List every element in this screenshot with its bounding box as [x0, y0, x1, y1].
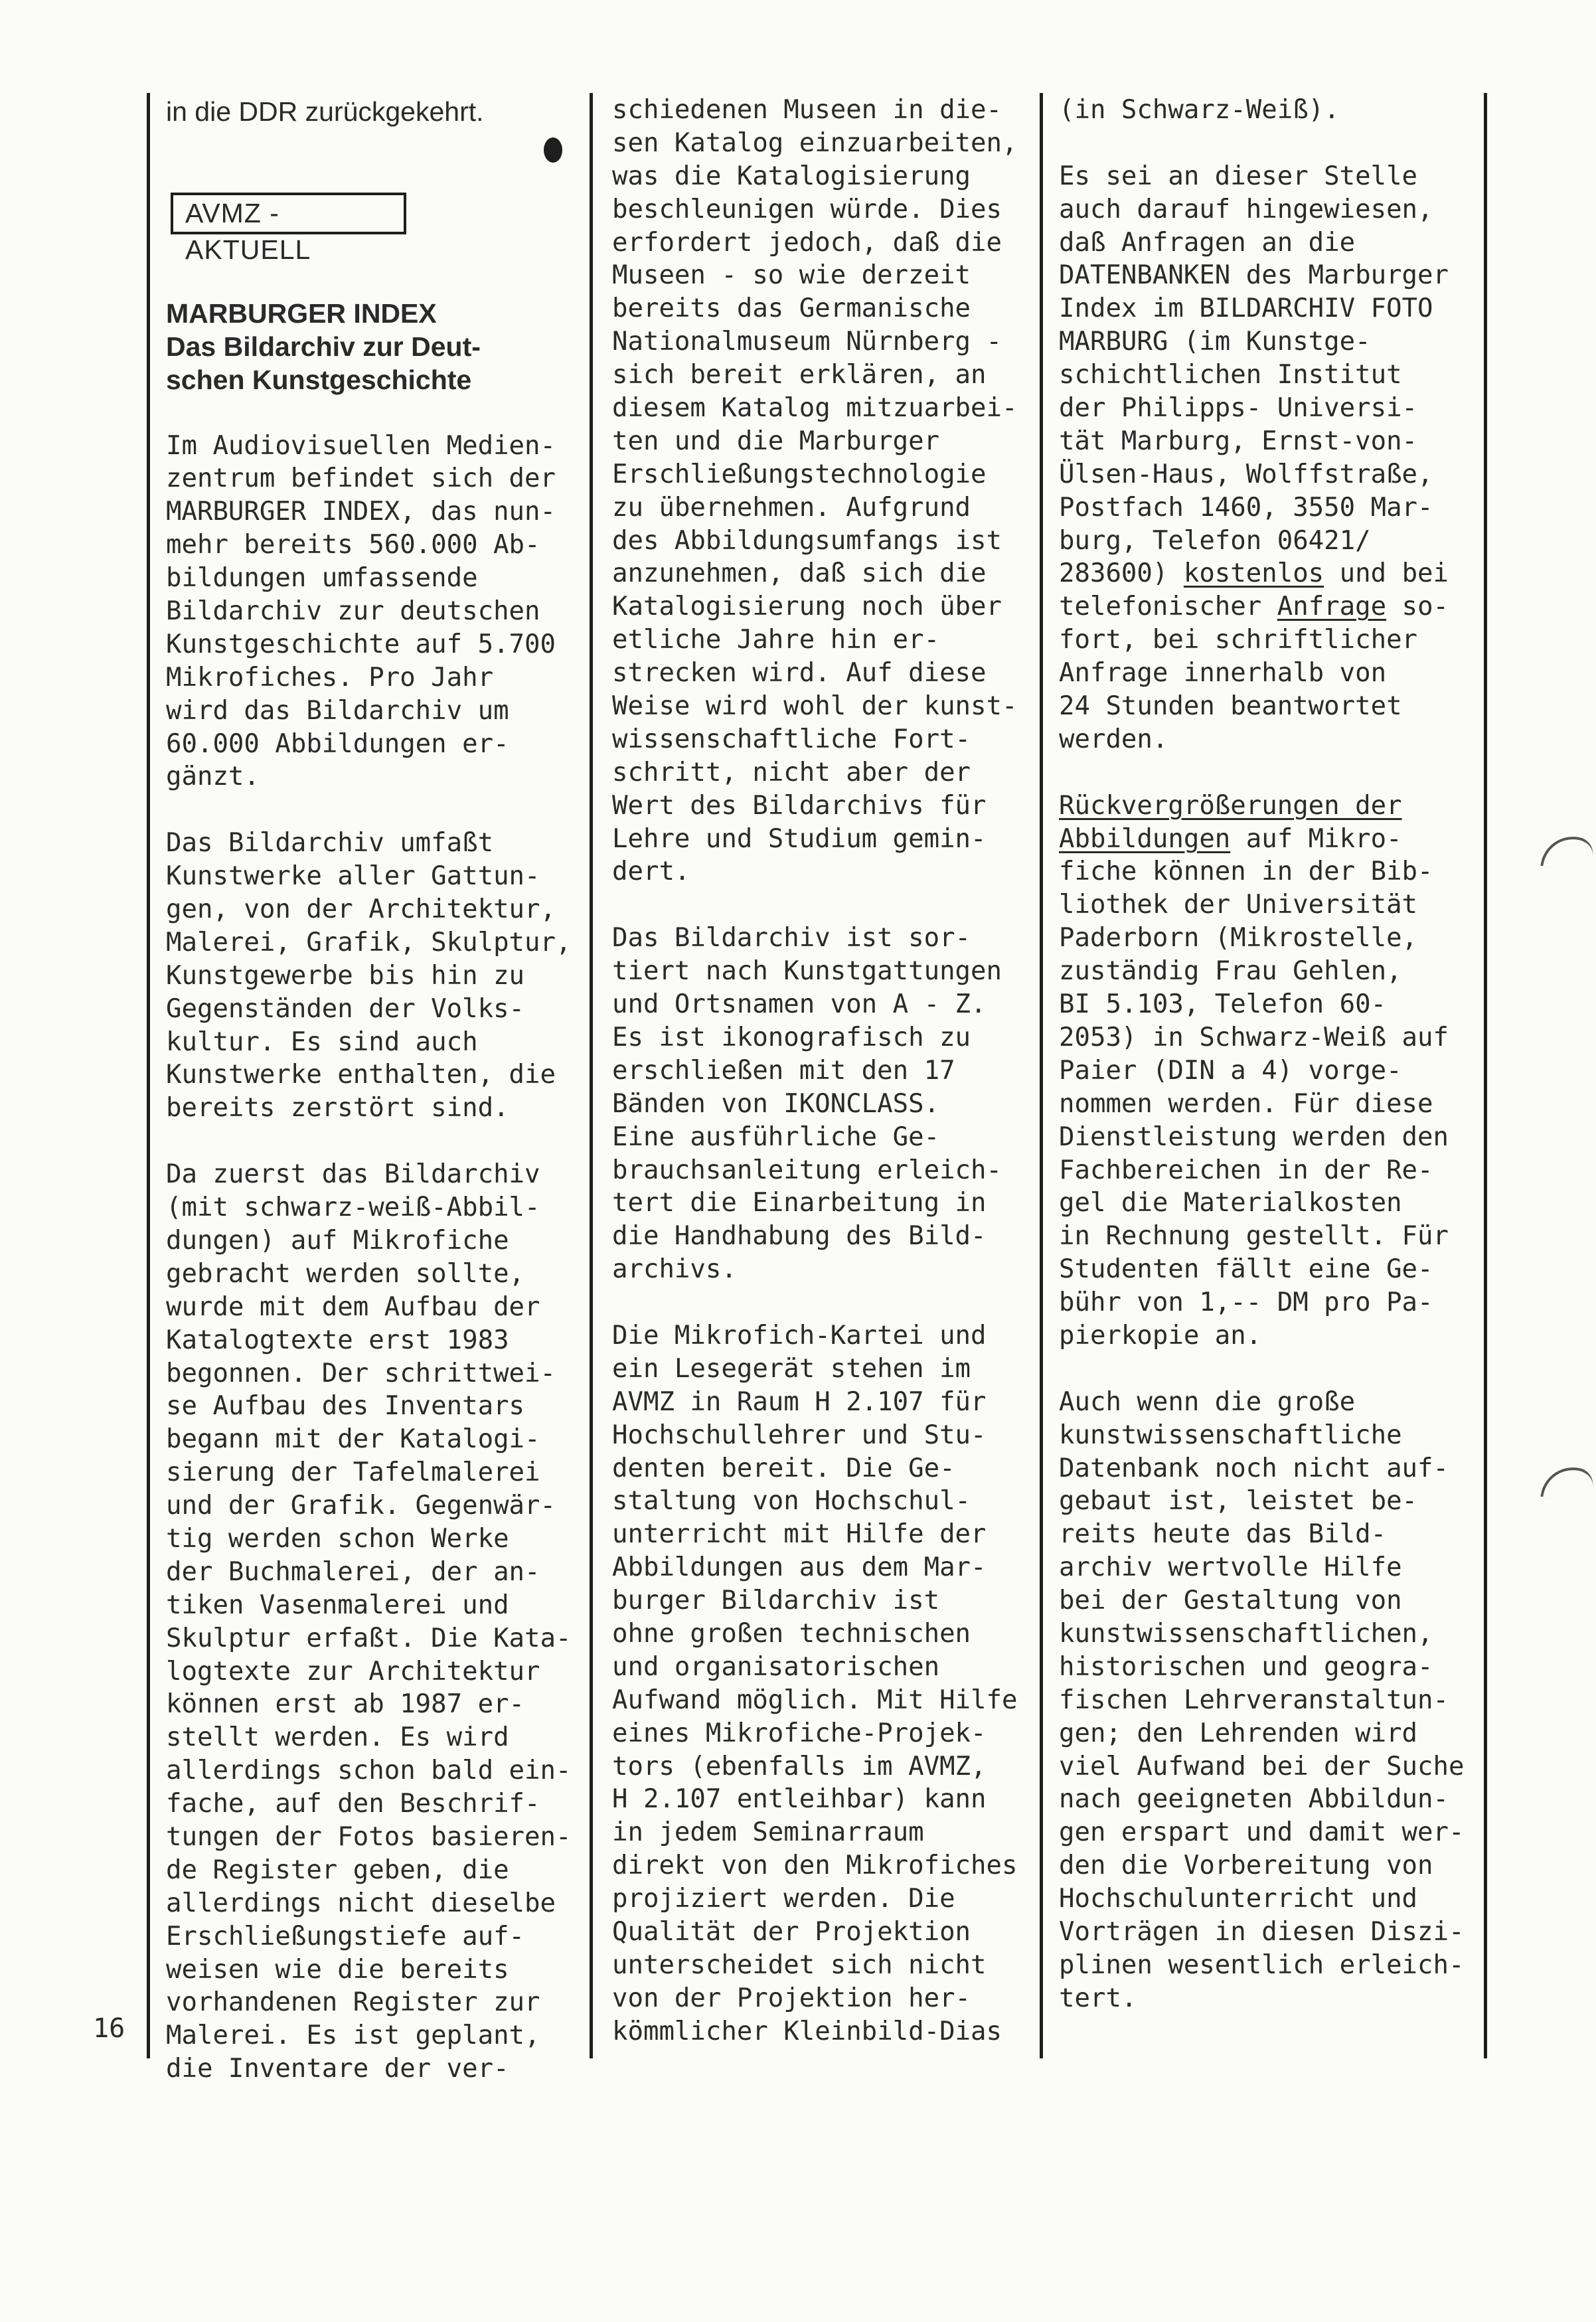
col1-line: Kunstwerke enthalten, die	[166, 1060, 556, 1090]
col1-line: Malerei, Grafik, Skulptur,	[166, 927, 572, 957]
col2-line: Nationalmuseum Nürnberg -	[612, 327, 1002, 357]
col3-line: auch darauf hingewiesen,	[1059, 194, 1433, 224]
col2-line: AVMZ in Raum H 2.107 für	[612, 1386, 987, 1417]
col1-line: bildungen umfassende	[166, 563, 478, 594]
col3-line: gen; den Lehrenden wird	[1059, 1718, 1418, 1748]
col2-paragraph	[612, 1319, 1017, 2048]
col3-line: nach geeigneten Abbildun-	[1059, 1784, 1449, 1815]
col3-line: Auch wenn die große	[1059, 1386, 1356, 1417]
col1-line: weisen wie die bereits	[166, 1954, 509, 1985]
col1-line: Bildarchiv zur deutschen	[166, 596, 540, 627]
col2-line: beschleunigen würde. Dies	[612, 194, 1002, 224]
column-rule-left	[147, 93, 150, 2058]
col3-line: gel die Materialkosten	[1059, 1188, 1402, 1218]
col2-line: Die Mikrofich-Kartei und	[612, 1320, 987, 1351]
col3-line: Index im BILDARCHIV FOTO	[1059, 293, 1433, 324]
col2-line: burger Bildarchiv ist	[612, 1586, 940, 1616]
article-title-line: MARBURGER INDEX	[166, 297, 437, 329]
col2-line: Abbildungen aus dem Mar-	[612, 1552, 987, 1583]
col3-line: archiv wertvolle Hilfe	[1059, 1552, 1402, 1583]
col1-line: Das Bildarchiv umfaßt	[166, 828, 494, 859]
col3-line: pierkopie an.	[1059, 1320, 1262, 1351]
col1-paragraph	[166, 827, 571, 1125]
col2-line: des Abbildungsumfangs ist	[612, 525, 1002, 556]
col2-line: Museen - so wie derzeit	[612, 260, 971, 291]
col3-paragraph	[1059, 789, 1464, 1353]
col1-line: vorhandenen Register zur	[166, 1987, 540, 2018]
col2-line: ten und die Marburger	[612, 426, 940, 456]
col3-line: historischen und geogra-	[1059, 1651, 1433, 1682]
col1-intro-line: in die DDR zurückgekehrt.	[166, 96, 484, 127]
col3-line: Rückvergrößerungen der	[1059, 790, 1402, 821]
col2-line: denten bereit. Die Ge-	[612, 1453, 955, 1483]
col1-line: Malerei. Es ist geplant,	[166, 2021, 540, 2051]
col1-line: Erschließungstiefe auf-	[166, 1921, 525, 1951]
col3-line: Ülsen-Haus, Wolffstraße,	[1059, 459, 1433, 489]
col1-line: tungen der Fotos basieren-	[166, 1821, 572, 1852]
col3-line: tät Marburg, Ernst-von-	[1059, 426, 1418, 456]
col3-line: viel Aufwand bei der Suche	[1059, 1751, 1465, 1782]
col2-line: schiedenen Museen in die-	[612, 95, 1002, 125]
col3-line: fischen Lehrveranstaltun-	[1059, 1685, 1449, 1715]
col3-line: 2053) in Schwarz-Weiß auf	[1059, 1022, 1449, 1052]
col2-line: ohne großen technischen	[612, 1618, 971, 1649]
col2-line: zu übernehmen. Aufgrund	[612, 492, 971, 523]
col3-line: plinen wesentlich erleich-	[1059, 1949, 1465, 1980]
section-heading: AVMZ - AKTUELL	[171, 193, 406, 234]
col3-line: schichtlichen Institut	[1059, 360, 1402, 390]
col2-line: Bänden von IKONCLASS.	[612, 1088, 940, 1119]
col1-line: 60.000 Abbildungen er-	[166, 728, 509, 759]
col2-paragraph	[612, 922, 1017, 1286]
col3-paragraph	[1059, 1386, 1464, 2015]
col3-line: Abbildungen auf Mikro-	[1059, 823, 1402, 854]
col3-line: Paier (DIN a 4) vorge-	[1059, 1055, 1402, 1086]
col3-line: der Philipps- Universi-	[1059, 393, 1418, 424]
col1-line: Kunstwerke aller Gattun-	[166, 861, 540, 892]
col2-line: staltung von Hochschul-	[612, 1486, 971, 1517]
col3-line: reits heute das Bild-	[1059, 1519, 1387, 1550]
col1-line: können erst ab 1987 er-	[166, 1689, 525, 1720]
col2-line: strecken wird. Auf diese	[612, 658, 987, 689]
column-rule-right	[1484, 93, 1487, 2058]
col1-line: logtexte zur Architektur	[166, 1656, 540, 1687]
col2-line: diesem Katalog mitzuarbei-	[612, 393, 1018, 424]
col1-line: zentrum befindet sich der	[166, 463, 556, 494]
binder-hole-top	[1540, 831, 1596, 876]
col2-line: archivs.	[612, 1254, 737, 1285]
col1-line: allerdings schon bald ein-	[166, 1756, 572, 1786]
col1-line: und der Grafik. Gegenwär-	[166, 1491, 556, 1521]
col1-line: sierung der Tafelmalerei	[166, 1457, 540, 1488]
col1-line: begann mit der Katalogi-	[166, 1424, 540, 1455]
col3-line: fiche können in der Bib-	[1059, 857, 1433, 887]
col3-line: BI 5.103, Telefon 60-	[1059, 989, 1387, 1020]
col1-line: wird das Bildarchiv um	[166, 695, 509, 726]
col3-line: tert.	[1059, 1983, 1137, 2013]
col2-line: Das Bildarchiv ist sor-	[612, 923, 971, 954]
col3-line: Es sei an dieser Stelle	[1059, 161, 1418, 191]
col2-line: direkt von den Mikrofiches	[612, 1851, 1018, 1881]
col3-line: kunstwissenschaftlichen,	[1059, 1618, 1433, 1649]
col3-line: gen erspart und damit wer-	[1059, 1817, 1465, 1848]
col1-line: Mikrofiches. Pro Jahr	[166, 662, 494, 693]
col3-line: nommen werden. Für diese	[1059, 1088, 1433, 1119]
col1-line: allerdings nicht dieselbe	[166, 1888, 556, 1918]
col3-line: bühr von 1,-- DM pro Pa-	[1059, 1287, 1433, 1318]
col2-line: kömmlicher Kleinbild-Dias	[612, 2016, 1002, 2046]
col3-paragraph	[1059, 94, 1464, 127]
col3-paragraph	[1059, 160, 1464, 756]
col2-line: anzunehmen, daß sich die	[612, 558, 987, 589]
column-2	[612, 94, 1017, 2048]
col2-line: H 2.107 entleihbar) kann	[612, 1784, 987, 1815]
col2-line: sich bereit erklären, an	[612, 360, 987, 390]
col2-line: unterscheidet sich nicht	[612, 1949, 987, 1980]
col2-line: in jedem Seminarraum	[612, 1817, 924, 1848]
binder-hole-bottom	[1540, 1461, 1596, 1507]
col1-line: stellt werden. Es wird	[166, 1722, 509, 1753]
col2-paragraph	[612, 94, 1017, 888]
col3-line: DATENBANKEN des Marburger	[1059, 260, 1449, 291]
col3-line: Datenbank noch nicht auf-	[1059, 1453, 1449, 1483]
col1-line: Im Audiovisuellen Medien-	[166, 430, 556, 461]
col3-line: MARBURG (im Kunstge-	[1059, 327, 1371, 357]
col3-line: daß Anfragen an die	[1059, 227, 1356, 258]
col2-line: Weise wird wohl der kunst-	[612, 691, 1018, 722]
col1-line: Kunstgewerbe bis hin zu	[166, 960, 525, 991]
col2-line: brauchsanleitung erleich-	[612, 1155, 1002, 1185]
col2-line: erschließen mit den 17	[612, 1055, 955, 1086]
col3-line: gebaut ist, leistet be-	[1059, 1486, 1418, 1517]
col1-paragraph	[166, 430, 571, 794]
col3-line: Dienstleistung werden den	[1059, 1121, 1449, 1152]
col2-line: ein Lesegerät stehen im	[612, 1353, 971, 1384]
col1-line: bereits zerstört sind.	[166, 1093, 509, 1123]
col1-line: Skulptur erfaßt. Die Kata-	[166, 1623, 572, 1653]
col1-line: wurde mit dem Aufbau der	[166, 1291, 540, 1322]
col2-line: tiert nach Kunstgattungen	[612, 956, 1002, 987]
col2-line: bereits das Germanische	[612, 293, 971, 324]
col3-line: Postfach 1460, 3550 Mar-	[1059, 492, 1433, 523]
col1-line: mehr bereits 560.000 Ab-	[166, 530, 540, 560]
column-1	[166, 96, 571, 2086]
page-number: 16	[93, 2013, 125, 2044]
col1-line: Katalogtexte erst 1983	[166, 1325, 509, 1355]
col2-line: sen Katalog einzuarbeiten,	[612, 127, 1018, 158]
col1-paragraph	[166, 1158, 571, 2086]
col1-line: MARBURGER INDEX, das nun-	[166, 497, 556, 527]
article-title-line: schen Kunstgeschichte	[166, 364, 472, 395]
col2-line: dert.	[612, 857, 690, 887]
col3-line: Fachbereichen in der Re-	[1059, 1155, 1433, 1185]
col3-line: den die Vorbereitung von	[1059, 1851, 1433, 1881]
col2-line: projiziert werden. Die	[612, 1884, 955, 1914]
col2-line: und organisatorischen	[612, 1651, 940, 1682]
col3-line: zuständig Frau Gehlen,	[1059, 956, 1402, 987]
col1-line: tiken Vasenmalerei und	[166, 1590, 509, 1620]
col2-line: von der Projektion her-	[612, 1983, 971, 2013]
col1-line: gen, von der Architektur,	[166, 894, 556, 925]
col2-line: eines Mikrofiche-Projek-	[612, 1718, 987, 1748]
col1-line: tig werden schon Werke	[166, 1523, 509, 1554]
col3-line: Hochschulunterricht und	[1059, 1884, 1418, 1914]
col2-line: Wert des Bildarchivs für	[612, 790, 987, 821]
column-rule-middle-left	[590, 93, 593, 2058]
col2-line: Katalogisierung noch über	[612, 592, 1002, 622]
col2-line: Erschließungstechnologie	[612, 459, 987, 489]
col2-line: Aufwand möglich. Mit Hilfe	[612, 1685, 1018, 1715]
col2-line: schritt, nicht aber der	[612, 757, 971, 788]
article-title	[166, 297, 571, 396]
col3-line: bei der Gestaltung von	[1059, 1586, 1402, 1616]
col3-line: werden.	[1059, 724, 1168, 754]
col2-line: Eine ausführliche Ge-	[612, 1121, 940, 1152]
col2-line: Qualität der Projektion	[612, 1916, 971, 1947]
col3-line: telefonischer Anfrage so-	[1059, 592, 1449, 622]
col1-line: se Aufbau des Inventars	[166, 1391, 525, 1422]
col2-line: Es ist ikonografisch zu	[612, 1022, 971, 1052]
col2-line: Lehre und Studium gemin-	[612, 823, 987, 854]
col1-line: die Inventare der ver-	[166, 2054, 509, 2084]
col1-line: Kunstgeschichte auf 5.700	[166, 629, 556, 659]
col3-line: 283600) kostenlos und bei	[1059, 558, 1449, 589]
col2-line: tert die Einarbeitung in	[612, 1188, 987, 1218]
col2-line: tors (ebenfalls im AVMZ,	[612, 1751, 987, 1782]
col1-line: gänzt.	[166, 762, 260, 792]
col1-line: Da zuerst das Bildarchiv	[166, 1159, 540, 1190]
col3-line: 24 Stunden beantwortet	[1059, 691, 1402, 722]
col1-line: der Buchmalerei, der an-	[166, 1556, 540, 1587]
col3-line: Paderborn (Mikrostelle,	[1059, 923, 1418, 954]
col1-line: fache, auf den Beschrif-	[166, 1789, 540, 1819]
col2-line: etliche Jahre hin er-	[612, 625, 940, 655]
col2-line: die Handhabung des Bild-	[612, 1221, 987, 1252]
col2-line: Hochschullehrer und Stu-	[612, 1420, 987, 1450]
col1-line: begonnen. Der schrittwei-	[166, 1358, 556, 1388]
col1-line: (mit schwarz-weiß-Abbil-	[166, 1193, 540, 1223]
col1-line: Gegenständen der Volks-	[166, 993, 525, 1024]
col3-line: Studenten fällt eine Ge-	[1059, 1254, 1433, 1285]
col3-line: Anfrage innerhalb von	[1059, 658, 1387, 689]
col3-line: fort, bei schriftlicher	[1059, 625, 1418, 655]
col2-line: wissenschaftliche Fort-	[612, 724, 971, 754]
col3-line: burg, Telefon 06421/	[1059, 525, 1371, 556]
col2-line: unterricht mit Hilfe der	[612, 1519, 987, 1550]
column-1-body	[166, 430, 571, 2086]
col3-line: (in Schwarz-Weiß).	[1059, 95, 1340, 125]
col3-line: kunstwissenschaftliche	[1059, 1420, 1402, 1450]
article-title-line: Das Bildarchiv zur Deut-	[166, 331, 481, 362]
column-rule-middle-right	[1040, 93, 1043, 2058]
col3-line: in Rechnung gestellt. Für	[1059, 1221, 1449, 1252]
col1-line: gebracht werden sollte,	[166, 1258, 525, 1289]
col3-line: liothek der Universität	[1059, 890, 1418, 920]
col1-line: de Register geben, die	[166, 1855, 509, 1885]
col1-line: dungen) auf Mikrofiche	[166, 1225, 509, 1256]
col3-line: Vorträgen in diesen Diszi-	[1059, 1916, 1465, 1947]
col1-line: kultur. Es sind auch	[166, 1027, 478, 1057]
col2-line: und Ortsnamen von A - Z.	[612, 989, 987, 1020]
col2-line: was die Katalogisierung	[612, 161, 971, 191]
col2-line: erfordert jedoch, daß die	[612, 227, 1002, 258]
column-3	[1059, 94, 1464, 2015]
